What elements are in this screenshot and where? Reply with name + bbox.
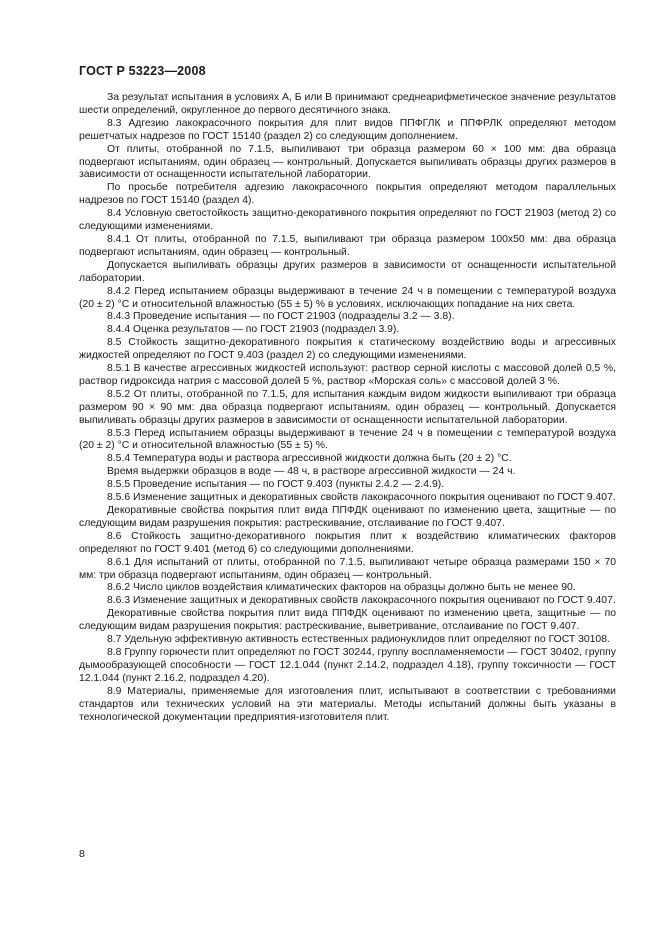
paragraph: 8.5.2 От плиты, отобранной по 7.1.5, для испытания каждым видом жидкости выпиливают три образца размером 90 × 90 мм: два образца подвергают испытаниям, один образец — контрольный. Допускается выпиливать образцы других размеров в зависимости от оснащенности испытательной лаборатории. xyxy=(79,388,616,426)
paragraph: 8.5.6 Изменение защитных и декоративных свойств лакокрасочного покрытия оценивают по ГОСТ 9.407. xyxy=(107,492,616,504)
paragraph: По просьбе потребителя адгезию лакокрасочного покрытия определяют методом параллельных надрезов по ГОСТ 15140 (раздел 4). xyxy=(79,182,616,207)
paragraph: За результат испытания в условиях А, Б или В принимают среднеарифметическое значение результатов шести определений, округленное до первого десятичного знака. xyxy=(79,92,616,116)
paragraph: Декоративные свойства покрытия плит вида ППФДК оценивают по изменению цвета, защитные — по следующим видам разрушения покрытия: растрескивание, отслаивание по ГОСТ 9.407. xyxy=(79,505,616,529)
paragraph: 8.3 Адгезию лакокрасочного покрытия для плит видов ППФГЛК и ППФРЛК определяют методом решетчатых надрезов по ГОСТ 15140 (раздел 2) со следующим дополнением. xyxy=(79,117,616,142)
paragraph: 8.8 Группу горючести плит определяют по ГОСТ 30244, группу воспламеняемости — ГОСТ 30402, группу дымообразующей способности — ГОСТ 12.1.044 (пункт 2.14.2, подраздел 4.18), группу токсичности — ГОСТ 12.1.044 (пункт 2.16.2, подраздел 4.20). xyxy=(79,646,616,684)
paragraph: 8.5.4 Температура воды и раствора агрессивной жидкости должна быть (20 ± 2) °С. xyxy=(107,453,512,465)
paragraph: 8.5 Стойкость защитно-декоративного покрытия к статическому воздействию воды и агрессивных жидкостей определяют по ГОСТ 9.403 (раздел 2) со следующими изменениями. xyxy=(79,337,616,362)
paragraph: 8.6.2 Число циклов воздействия климатических факторов на образцы должно быть не менее 90. xyxy=(107,582,576,594)
paragraph: Допускается выпиливать образцы других размеров в зависимости от оснащенности испытательной лаборатории. xyxy=(79,259,616,284)
paragraph: От плиты, отобранной по 7.1.5, выпиливают три образца размером 60 × 100 мм: два образца подвергают испытаниям, один образец — контрольный. Допускается выпиливать образцы других размеров в зависимости от оснащенности испытательной лаборатории. xyxy=(79,143,616,181)
paragraph: 8.6.3 Изменение защитных и декоративных свойств лакокрасочного покрытия оценивают по ГОСТ 9.407. xyxy=(107,595,616,607)
page-number: 8 xyxy=(79,848,85,860)
paragraph: 8.4.2 Перед испытанием образцы выдерживают в течение 24 ч в помещении с температурой воздуха (20 ± 2) °С и относительной влажностью (55 ± 5) % в условиях, исключающих попадание на них света. xyxy=(79,285,616,310)
paragraph: 8.4.3 Проведение испытания — по ГОСТ 21903 (подразделы 3.2 — 3.8). xyxy=(107,311,455,323)
paragraph: 8.6 Стойкость защитно-декоративного покрытия плит к воздействию климатических факторов определяют по ГОСТ 9.401 (метод 6) со следующими дополнениями. xyxy=(79,530,616,555)
paragraph: 8.7 Удельную эффективную активность естественных радионуклидов плит определяют по ГОСТ 30108. xyxy=(107,634,610,646)
paragraph: 8.6.1 Для испытаний от плиты, отобранной по 7.1.5, выпиливают четыре образца размерами 150 × 70 мм: три образца подвергают испытаниям, один образец — контрольный. xyxy=(79,556,616,581)
paragraph: 8.9 Материалы, применяемые для изготовления плит, испытывают в соответствии с требованиями стандартов или технических условий на эти материалы. Методы испытаний должны быть указаны в технологической документации предприятия-изготовителя плит. xyxy=(79,685,616,723)
paragraph: 8.4.4 Оценка результатов — по ГОСТ 21903 (подраздел 3.9). xyxy=(107,324,400,336)
document-header: ГОСТ Р 53223—2008 xyxy=(79,64,206,78)
paragraph: Декоративные свойства покрытия плит вида ППФДК оценивают по изменению цвета, защитные — по следующим видам разрушения покрытия: растрескивание, выветривание, отслаивание по ГОСТ 9.407. xyxy=(79,608,616,633)
paragraph: Время выдержки образцов в воде — 48 ч, в растворе агрессивной жидкости — 24 ч. xyxy=(107,466,516,478)
paragraph: 8.5.1 В качестве агрессивных жидкостей используют: раствор серной кислоты с массовой долей 0,5 %, раствор гидроксида натрия с массовой долей 5 %, раствор «Морская соль» с массовой долей 3 %. xyxy=(79,363,616,387)
paragraph: 8.5.3 Перед испытанием образцы выдерживают в течение 24 ч в помещении с температурой воздуха (20 ± 2) °С и относительной влажностью (55 ± 5) %. xyxy=(79,427,616,452)
paragraph: 8.4.1 От плиты, отобранной по 7.1.5, выпиливают три образца размером 100х50 мм: два образца подвергают испытаниям, один образец — контрольный. xyxy=(79,233,616,258)
paragraph: 8.5.5 Проведение испытания — по ГОСТ 9.403 (пункты 2.4.2 — 2.4.9). xyxy=(107,479,445,491)
paragraph: 8.4 Условную светостойкость защитно-декоративного покрытия определяют по ГОСТ 21903 (метод 2) со следующими изменениями. xyxy=(79,208,616,233)
document-body xyxy=(79,92,616,724)
